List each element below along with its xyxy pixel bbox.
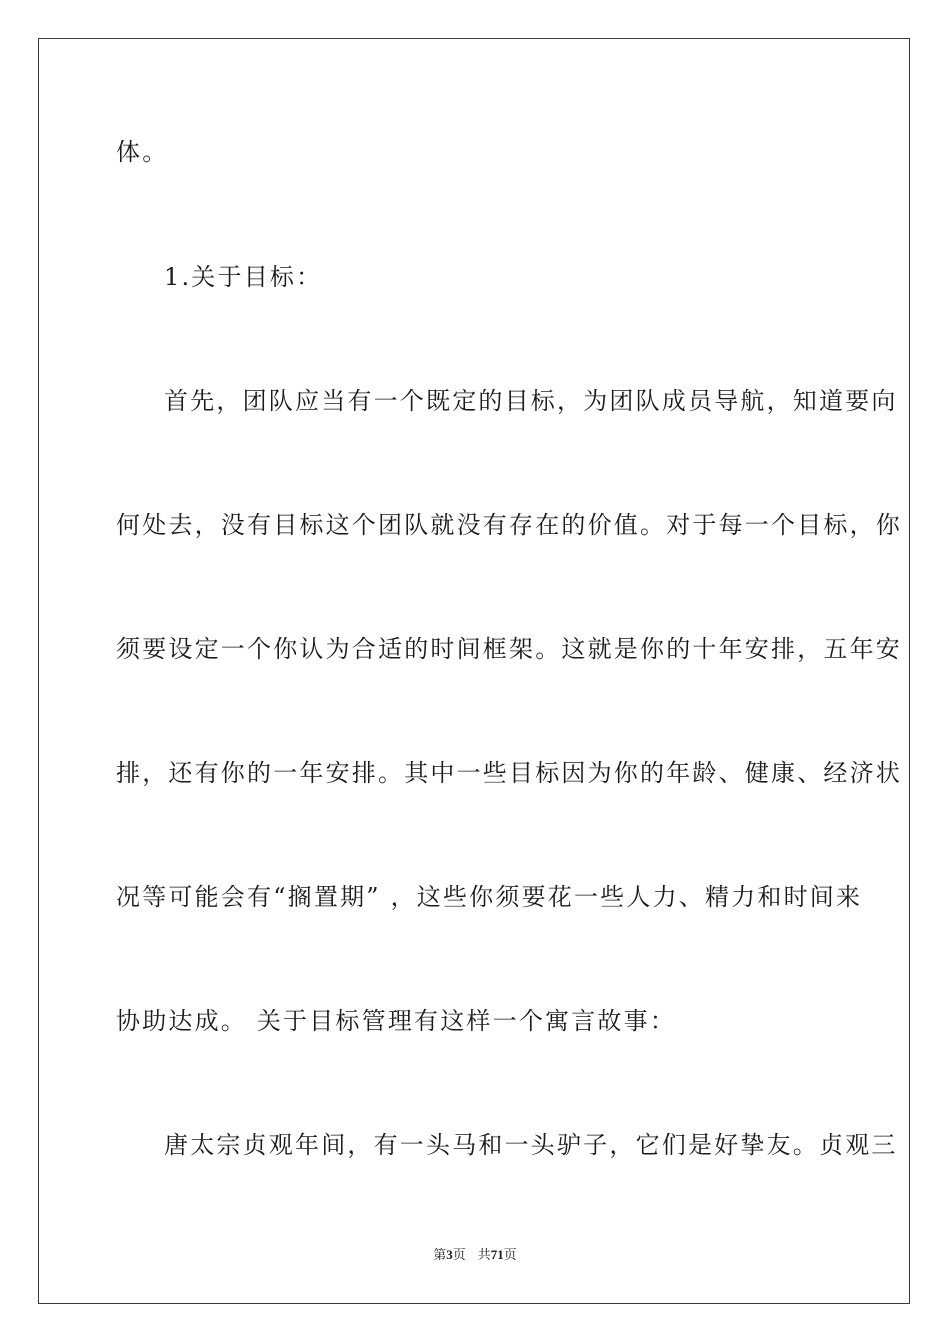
paragraph-line: 须要设定一个你认为合适的时间框架。这就是你的十年安排，五年安	[116, 635, 902, 663]
total-suffix: 页	[503, 1247, 517, 1262]
text-line: 体。	[116, 138, 169, 166]
paragraph-line: 首先，团队应当有一个既定的目标，为团队成员导航，知道要向	[164, 387, 898, 415]
paragraph-line: 何处去，没有目标这个团队就没有存在的价值。对于每一个目标，你	[116, 511, 902, 539]
page-frame	[38, 38, 910, 1304]
page-suffix: 页	[452, 1247, 466, 1262]
section-heading: 1.关于目标：	[164, 263, 323, 291]
page-footer	[0, 1246, 950, 1264]
paragraph-line: 协助达成。 关于目标管理有这样一个寓言故事：	[116, 1007, 677, 1035]
page-number: 3	[446, 1247, 453, 1262]
total-prefix: 共	[477, 1247, 491, 1262]
paragraph-line: 唐太宗贞观年间，有一头马和一头驴子，它们是好挚友。贞观三	[164, 1131, 898, 1159]
page-prefix: 第	[433, 1247, 447, 1262]
paragraph-line: 排，还有你的一年安排。其中一些目标因为你的年龄、健康、经济状	[116, 759, 902, 787]
total-pages: 71	[490, 1247, 504, 1262]
paragraph-line: 况等可能会有“搁置期” ，这些你须要花一些人力、精力和时间来	[116, 883, 863, 911]
